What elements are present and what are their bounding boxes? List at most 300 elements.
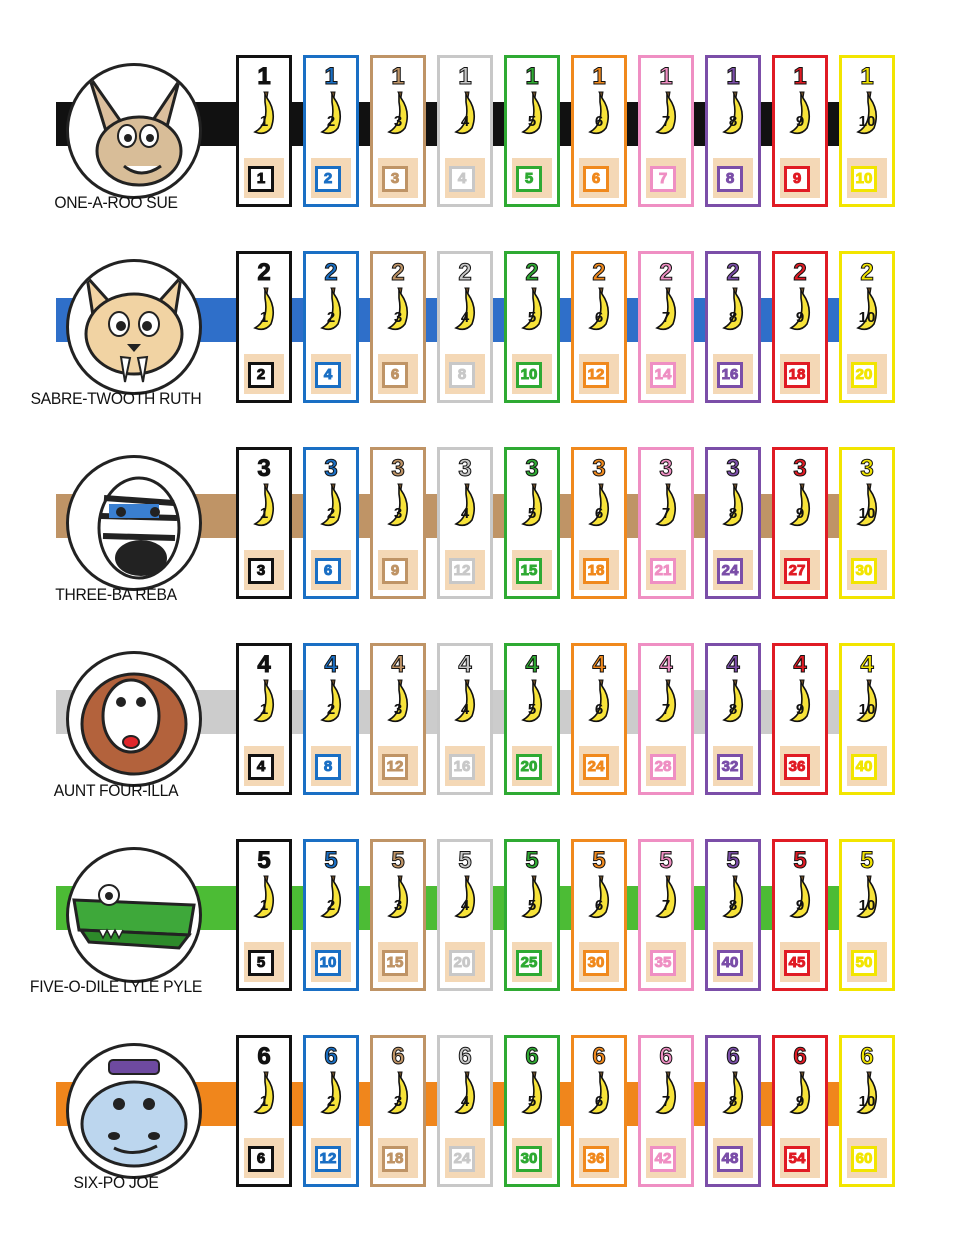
crate-icon bbox=[311, 942, 351, 982]
fact-card bbox=[571, 55, 627, 207]
multiplier-row-3 bbox=[0, 447, 960, 643]
fact-card bbox=[303, 55, 359, 207]
crate-icon bbox=[646, 746, 686, 786]
fact-card bbox=[638, 447, 694, 599]
multiplier-number: 4 bbox=[458, 651, 472, 678]
multiplier-number: 3 bbox=[458, 455, 472, 482]
crate-icon bbox=[646, 550, 686, 590]
crate-icon bbox=[579, 746, 619, 786]
fact-card bbox=[504, 643, 560, 795]
banana-count: 10 bbox=[858, 113, 876, 130]
product-value: 5 bbox=[248, 950, 274, 976]
multiplier-number: 4 bbox=[659, 651, 673, 678]
crate-icon bbox=[579, 1138, 619, 1178]
fact-card bbox=[705, 251, 761, 403]
multiplier-row-5 bbox=[0, 839, 960, 1035]
multiplier-number: 1 bbox=[659, 63, 673, 90]
banana-count: 3 bbox=[393, 897, 403, 914]
product-value: 20 bbox=[449, 950, 475, 976]
character-name: AUNT FOUR-ILLA bbox=[53, 781, 179, 800]
crate-icon bbox=[244, 942, 284, 982]
product-value: 18 bbox=[382, 1146, 408, 1172]
crate-icon bbox=[244, 550, 284, 590]
fact-card bbox=[504, 1035, 560, 1187]
kangaroo-icon bbox=[66, 63, 202, 199]
zebra-icon bbox=[66, 455, 202, 591]
multiplier-number: 3 bbox=[592, 455, 606, 482]
fact-card bbox=[370, 1035, 426, 1187]
multiplier-number: 4 bbox=[592, 651, 606, 678]
crate-icon bbox=[445, 354, 485, 394]
crate-icon bbox=[780, 550, 820, 590]
banana-count: 6 bbox=[594, 701, 604, 718]
fact-card bbox=[638, 643, 694, 795]
banana-count: 7 bbox=[661, 897, 671, 914]
crate-icon bbox=[378, 942, 418, 982]
product-value: 3 bbox=[248, 558, 274, 584]
product-value: 16 bbox=[449, 754, 475, 780]
banana-count: 7 bbox=[661, 309, 671, 326]
banana-count: 2 bbox=[326, 701, 336, 718]
multiplier-number: 5 bbox=[726, 847, 740, 874]
crate-icon bbox=[713, 746, 753, 786]
banana-count: 8 bbox=[728, 701, 738, 718]
banana-count: 6 bbox=[594, 113, 604, 130]
multiplier-number: 1 bbox=[324, 63, 338, 90]
multiplier-number: 1 bbox=[592, 63, 606, 90]
banana-count: 9 bbox=[795, 505, 805, 522]
crate-icon bbox=[780, 942, 820, 982]
banana-count: 9 bbox=[795, 1093, 805, 1110]
banana-count: 2 bbox=[326, 897, 336, 914]
product-value: 24 bbox=[717, 558, 743, 584]
multiplier-number: 4 bbox=[324, 651, 338, 678]
fact-card bbox=[839, 643, 895, 795]
character-name: THREE-BA REBA bbox=[55, 585, 177, 604]
multiplier-number: 6 bbox=[860, 1043, 874, 1070]
multiplier-number: 1 bbox=[525, 63, 539, 90]
product-value: 12 bbox=[382, 754, 408, 780]
banana-count: 2 bbox=[326, 505, 336, 522]
fact-card bbox=[772, 55, 828, 207]
banana-count: 4 bbox=[460, 113, 470, 130]
product-value: 3 bbox=[382, 166, 408, 192]
crate-icon bbox=[311, 746, 351, 786]
fact-card bbox=[638, 1035, 694, 1187]
product-value: 40 bbox=[851, 754, 877, 780]
multiplier-number: 1 bbox=[458, 63, 472, 90]
product-value: 18 bbox=[583, 558, 609, 584]
multiplier-number: 6 bbox=[257, 1043, 271, 1070]
multiplier-number: 4 bbox=[391, 651, 405, 678]
banana-count: 9 bbox=[795, 113, 805, 130]
banana-count: 4 bbox=[460, 505, 470, 522]
product-value: 9 bbox=[784, 166, 810, 192]
crate-icon bbox=[311, 1138, 351, 1178]
product-value: 14 bbox=[650, 362, 676, 388]
crate-icon bbox=[579, 942, 619, 982]
multiplier-number: 3 bbox=[257, 455, 271, 482]
banana-count: 4 bbox=[460, 701, 470, 718]
crate-icon bbox=[512, 1138, 552, 1178]
fact-card bbox=[571, 251, 627, 403]
product-value: 15 bbox=[382, 950, 408, 976]
fact-card bbox=[705, 839, 761, 991]
crate-icon bbox=[579, 354, 619, 394]
banana-count: 9 bbox=[795, 701, 805, 718]
multiplier-number: 6 bbox=[592, 1043, 606, 1070]
fact-card bbox=[504, 447, 560, 599]
multiplier-number: 5 bbox=[391, 847, 405, 874]
banana-count: 5 bbox=[527, 701, 537, 718]
multiplier-number: 4 bbox=[860, 651, 874, 678]
banana-count: 3 bbox=[393, 113, 403, 130]
fact-card bbox=[437, 839, 493, 991]
fact-card bbox=[705, 1035, 761, 1187]
product-value: 18 bbox=[784, 362, 810, 388]
fact-card bbox=[236, 1035, 292, 1187]
banana-count: 6 bbox=[594, 1093, 604, 1110]
multiplier-number: 6 bbox=[324, 1043, 338, 1070]
crate-icon bbox=[244, 158, 284, 198]
character-portrait bbox=[58, 643, 208, 793]
gorilla-icon bbox=[66, 651, 202, 787]
banana-count: 2 bbox=[326, 309, 336, 326]
crate-icon bbox=[847, 550, 887, 590]
crate-icon bbox=[713, 1138, 753, 1178]
crate-icon bbox=[378, 550, 418, 590]
banana-count: 5 bbox=[527, 505, 537, 522]
multiplier-number: 5 bbox=[458, 847, 472, 874]
crate-icon bbox=[512, 550, 552, 590]
character-portrait bbox=[58, 251, 208, 401]
fact-card bbox=[437, 251, 493, 403]
product-value: 7 bbox=[650, 166, 676, 192]
crate-icon bbox=[378, 746, 418, 786]
multiplier-number: 4 bbox=[726, 651, 740, 678]
crate-icon bbox=[847, 942, 887, 982]
fact-card bbox=[772, 839, 828, 991]
multiplier-number: 1 bbox=[726, 63, 740, 90]
multiplier-row-1 bbox=[0, 55, 960, 251]
multiplier-number: 2 bbox=[659, 259, 673, 286]
product-value: 24 bbox=[449, 1146, 475, 1172]
banana-count: 6 bbox=[594, 897, 604, 914]
character-name: FIVE-O-DILE LYLE PYLE bbox=[29, 977, 203, 996]
multiplier-number: 2 bbox=[525, 259, 539, 286]
banana-count: 4 bbox=[460, 1093, 470, 1110]
multiplier-number: 3 bbox=[726, 455, 740, 482]
fact-card bbox=[638, 839, 694, 991]
fact-card bbox=[839, 251, 895, 403]
crate-icon bbox=[847, 746, 887, 786]
banana-count: 7 bbox=[661, 1093, 671, 1110]
multiplier-number: 1 bbox=[860, 63, 874, 90]
banana-count: 6 bbox=[594, 505, 604, 522]
fact-card bbox=[303, 447, 359, 599]
banana-count: 5 bbox=[527, 1093, 537, 1110]
fact-card bbox=[638, 55, 694, 207]
crate-icon bbox=[713, 158, 753, 198]
multiplier-number: 6 bbox=[458, 1043, 472, 1070]
banana-count: 5 bbox=[527, 113, 537, 130]
banana-count: 1 bbox=[259, 113, 269, 130]
product-value: 6 bbox=[248, 1146, 274, 1172]
banana-count: 9 bbox=[795, 897, 805, 914]
fact-card bbox=[571, 839, 627, 991]
product-value: 21 bbox=[650, 558, 676, 584]
fact-card bbox=[772, 251, 828, 403]
crate-icon bbox=[579, 550, 619, 590]
product-value: 5 bbox=[516, 166, 542, 192]
multiplier-number: 3 bbox=[860, 455, 874, 482]
fact-card bbox=[571, 447, 627, 599]
fact-card bbox=[571, 1035, 627, 1187]
multiplier-number: 2 bbox=[726, 259, 740, 286]
banana-count: 10 bbox=[858, 897, 876, 914]
banana-count: 9 bbox=[795, 309, 805, 326]
fact-card bbox=[705, 643, 761, 795]
multiplier-number: 2 bbox=[458, 259, 472, 286]
product-value: 12 bbox=[449, 558, 475, 584]
crate-icon bbox=[780, 1138, 820, 1178]
crate-icon bbox=[244, 354, 284, 394]
multiplier-number: 3 bbox=[525, 455, 539, 482]
crate-icon bbox=[512, 942, 552, 982]
product-value: 15 bbox=[516, 558, 542, 584]
banana-count: 8 bbox=[728, 1093, 738, 1110]
crate-icon bbox=[713, 354, 753, 394]
product-value: 6 bbox=[583, 166, 609, 192]
product-value: 27 bbox=[784, 558, 810, 584]
fact-card bbox=[303, 643, 359, 795]
sabretooth-cat-icon bbox=[66, 259, 202, 395]
crate-icon bbox=[847, 354, 887, 394]
banana-count: 2 bbox=[326, 1093, 336, 1110]
banana-count: 5 bbox=[527, 897, 537, 914]
fact-card bbox=[571, 643, 627, 795]
character-name: SABRE-TWOOTH RUTH bbox=[30, 389, 202, 408]
multiplier-number: 2 bbox=[860, 259, 874, 286]
crate-icon bbox=[445, 158, 485, 198]
product-value: 30 bbox=[851, 558, 877, 584]
banana-count: 10 bbox=[858, 309, 876, 326]
product-value: 4 bbox=[449, 166, 475, 192]
character-portrait bbox=[58, 55, 208, 205]
banana-count: 8 bbox=[728, 505, 738, 522]
multiplier-number: 1 bbox=[257, 63, 271, 90]
fact-card bbox=[236, 447, 292, 599]
product-value: 28 bbox=[650, 754, 676, 780]
banana-count: 10 bbox=[858, 1093, 876, 1110]
product-value: 30 bbox=[583, 950, 609, 976]
fact-card bbox=[236, 55, 292, 207]
product-value: 9 bbox=[382, 558, 408, 584]
fact-card bbox=[772, 643, 828, 795]
fact-card bbox=[370, 251, 426, 403]
multiplier-number: 3 bbox=[659, 455, 673, 482]
crate-icon bbox=[713, 550, 753, 590]
product-value: 10 bbox=[851, 166, 877, 192]
fact-card bbox=[638, 251, 694, 403]
banana-count: 4 bbox=[460, 897, 470, 914]
banana-count: 1 bbox=[259, 1093, 269, 1110]
multiplier-number: 5 bbox=[793, 847, 807, 874]
fact-card bbox=[705, 55, 761, 207]
fact-card bbox=[437, 1035, 493, 1187]
product-value: 8 bbox=[449, 362, 475, 388]
multiplier-number: 4 bbox=[793, 651, 807, 678]
crate-icon bbox=[780, 354, 820, 394]
fact-card bbox=[370, 447, 426, 599]
crate-icon bbox=[780, 158, 820, 198]
character-name: ONE-A-ROO SUE bbox=[54, 193, 178, 212]
banana-count: 3 bbox=[393, 505, 403, 522]
product-value: 42 bbox=[650, 1146, 676, 1172]
product-value: 20 bbox=[516, 754, 542, 780]
banana-count: 1 bbox=[259, 309, 269, 326]
fact-card bbox=[839, 839, 895, 991]
multiplier-row-6 bbox=[0, 1035, 960, 1231]
multiplier-number: 5 bbox=[592, 847, 606, 874]
crate-icon bbox=[780, 746, 820, 786]
product-value: 30 bbox=[516, 1146, 542, 1172]
fact-card bbox=[303, 251, 359, 403]
fact-card bbox=[437, 55, 493, 207]
banana-count: 1 bbox=[259, 505, 269, 522]
product-value: 50 bbox=[851, 950, 877, 976]
crate-icon bbox=[378, 354, 418, 394]
fact-card bbox=[839, 1035, 895, 1187]
banana-count: 7 bbox=[661, 113, 671, 130]
banana-count: 4 bbox=[460, 309, 470, 326]
fact-card bbox=[839, 447, 895, 599]
crate-icon bbox=[378, 158, 418, 198]
hippo-icon bbox=[66, 1043, 202, 1179]
product-value: 4 bbox=[248, 754, 274, 780]
crate-icon bbox=[512, 746, 552, 786]
banana-count: 8 bbox=[728, 309, 738, 326]
multiplier-number: 5 bbox=[860, 847, 874, 874]
fact-card bbox=[437, 643, 493, 795]
crate-icon bbox=[579, 158, 619, 198]
product-value: 4 bbox=[315, 362, 341, 388]
product-value: 2 bbox=[248, 362, 274, 388]
fact-card bbox=[370, 839, 426, 991]
multiplier-number: 4 bbox=[257, 651, 271, 678]
product-value: 6 bbox=[315, 558, 341, 584]
fact-card bbox=[839, 55, 895, 207]
multiplier-number: 2 bbox=[793, 259, 807, 286]
crate-icon bbox=[445, 1138, 485, 1178]
multiplier-number: 2 bbox=[257, 259, 271, 286]
product-value: 16 bbox=[717, 362, 743, 388]
multiplier-number: 6 bbox=[659, 1043, 673, 1070]
character-name: SIX-PO JOE bbox=[73, 1173, 159, 1192]
fact-card bbox=[370, 55, 426, 207]
multiplier-number: 1 bbox=[793, 63, 807, 90]
multiplier-number: 1 bbox=[391, 63, 405, 90]
fact-card bbox=[236, 251, 292, 403]
multiplier-number: 4 bbox=[525, 651, 539, 678]
product-value: 45 bbox=[784, 950, 810, 976]
multiplier-row-2 bbox=[0, 251, 960, 447]
banana-count: 1 bbox=[259, 897, 269, 914]
banana-count: 7 bbox=[661, 505, 671, 522]
crocodile-icon bbox=[66, 847, 202, 983]
fact-card bbox=[772, 1035, 828, 1187]
multiplier-number: 2 bbox=[592, 259, 606, 286]
product-value: 6 bbox=[382, 362, 408, 388]
crate-icon bbox=[646, 354, 686, 394]
banana-count: 7 bbox=[661, 701, 671, 718]
product-value: 10 bbox=[516, 362, 542, 388]
multiplier-number: 6 bbox=[793, 1043, 807, 1070]
multiplier-number: 3 bbox=[793, 455, 807, 482]
product-value: 8 bbox=[315, 754, 341, 780]
crate-icon bbox=[244, 746, 284, 786]
product-value: 12 bbox=[583, 362, 609, 388]
crate-icon bbox=[311, 158, 351, 198]
banana-count: 3 bbox=[393, 1093, 403, 1110]
banana-count: 8 bbox=[728, 113, 738, 130]
product-value: 20 bbox=[851, 362, 877, 388]
multiplier-number: 3 bbox=[391, 455, 405, 482]
character-portrait bbox=[58, 839, 208, 989]
crate-icon bbox=[244, 1138, 284, 1178]
product-value: 12 bbox=[315, 1146, 341, 1172]
product-value: 32 bbox=[717, 754, 743, 780]
crate-icon bbox=[512, 354, 552, 394]
product-value: 24 bbox=[583, 754, 609, 780]
fact-card bbox=[504, 839, 560, 991]
multiplier-number: 6 bbox=[391, 1043, 405, 1070]
fact-card bbox=[236, 839, 292, 991]
fact-card bbox=[772, 447, 828, 599]
multiplier-number: 2 bbox=[324, 259, 338, 286]
product-value: 1 bbox=[248, 166, 274, 192]
product-value: 60 bbox=[851, 1146, 877, 1172]
fact-card bbox=[504, 251, 560, 403]
crate-icon bbox=[311, 354, 351, 394]
character-portrait bbox=[58, 1035, 208, 1185]
banana-count: 2 bbox=[326, 113, 336, 130]
crate-icon bbox=[847, 158, 887, 198]
fact-card bbox=[437, 447, 493, 599]
fact-card bbox=[303, 1035, 359, 1187]
crate-icon bbox=[512, 158, 552, 198]
multiplier-number: 3 bbox=[324, 455, 338, 482]
crate-icon bbox=[311, 550, 351, 590]
multiplier-number: 5 bbox=[525, 847, 539, 874]
banana-count: 8 bbox=[728, 897, 738, 914]
multiplier-number: 5 bbox=[659, 847, 673, 874]
product-value: 35 bbox=[650, 950, 676, 976]
fact-card bbox=[504, 55, 560, 207]
crate-icon bbox=[646, 158, 686, 198]
multiplier-number: 6 bbox=[726, 1043, 740, 1070]
product-value: 48 bbox=[717, 1146, 743, 1172]
banana-count: 10 bbox=[858, 701, 876, 718]
crate-icon bbox=[378, 1138, 418, 1178]
crate-icon bbox=[445, 550, 485, 590]
product-value: 36 bbox=[784, 754, 810, 780]
crate-icon bbox=[646, 942, 686, 982]
fact-card bbox=[303, 839, 359, 991]
banana-count: 10 bbox=[858, 505, 876, 522]
crate-icon bbox=[445, 746, 485, 786]
product-value: 54 bbox=[784, 1146, 810, 1172]
